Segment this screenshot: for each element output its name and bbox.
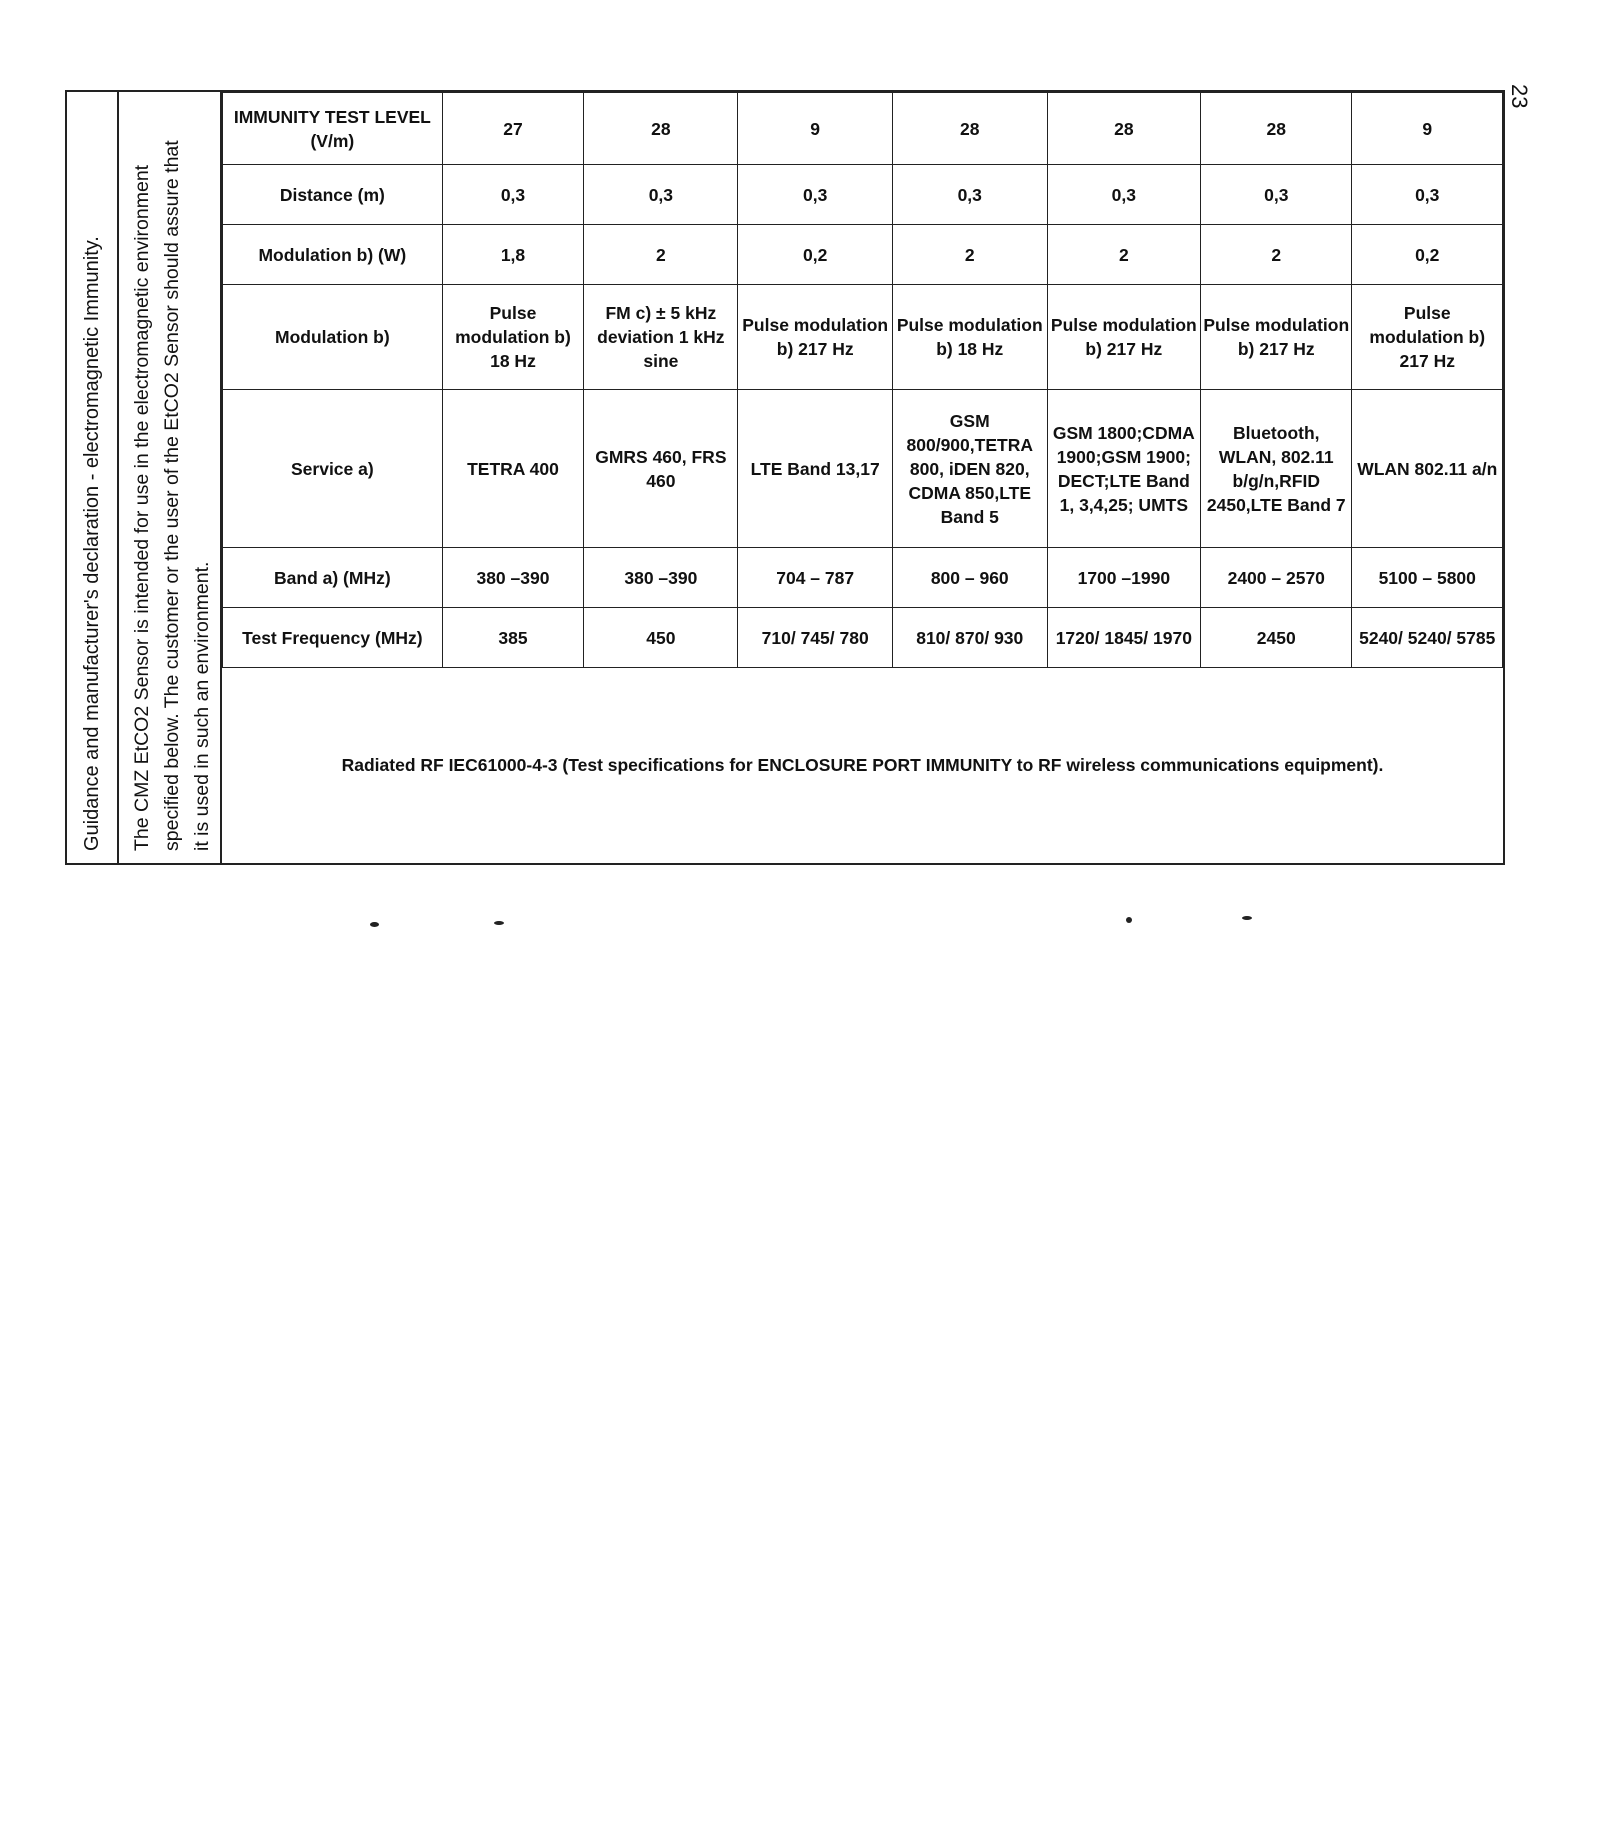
table-cell: Pulse modulation b) 217 Hz — [1047, 285, 1200, 390]
table-row — [223, 93, 1503, 165]
table-cell: 704 – 787 — [738, 548, 892, 608]
table-row — [223, 285, 1503, 390]
table-row — [223, 165, 1503, 225]
table-row — [223, 225, 1503, 285]
immunity-grid — [222, 92, 1503, 668]
scan-speck — [370, 922, 379, 927]
table-cell: 0,3 — [892, 165, 1047, 225]
table-cell: WLAN 802.11 a/n — [1352, 390, 1503, 548]
table-cell: LTE Band 13,17 — [738, 390, 892, 548]
table-cell: Pulse modulation b) 217 Hz — [1201, 285, 1352, 390]
immunity-declaration-table — [65, 90, 1505, 865]
table-cell: 9 — [738, 93, 892, 165]
table-cell: 810/ 870/ 930 — [892, 608, 1047, 668]
table-cell: FM c) ± 5 kHz deviation 1 kHz sine — [584, 285, 738, 390]
table-cell: TETRA 400 — [442, 390, 584, 548]
row-label: Test Frequency (MHz) — [223, 608, 443, 668]
scan-speck — [1126, 917, 1132, 923]
table-cell: 28 — [1047, 93, 1200, 165]
side-title: Guidance and manufacturer's declaration - electromagnetic Immunity. — [81, 236, 103, 851]
table-cell: 450 — [584, 608, 738, 668]
row-label: Service a) — [223, 390, 443, 548]
table-cell: Bluetooth, WLAN, 802.11 b/g/n,RFID 2450,LTE Band 7 — [1201, 390, 1352, 548]
table-cell: GSM 1800;CDMA 1900;GSM 1900; DECT;LTE Band 1, 3,4,25; UMTS — [1047, 390, 1200, 548]
table-cell: 2 — [892, 225, 1047, 285]
table-cell: Pulse modulation b) 217 Hz — [738, 285, 892, 390]
row-label: Band a) (MHz) — [223, 548, 443, 608]
table-cell: 2 — [1047, 225, 1200, 285]
table-cell: Pulse modulation b) 18 Hz — [892, 285, 1047, 390]
table-row — [223, 608, 1503, 668]
table-cell: 2 — [1201, 225, 1352, 285]
table-cell: 1720/ 1845/ 1970 — [1047, 608, 1200, 668]
table-cell: 800 – 960 — [892, 548, 1047, 608]
table-cell: 2400 – 2570 — [1201, 548, 1352, 608]
table-cell: 380 –390 — [584, 548, 738, 608]
side-intro-column — [119, 92, 222, 863]
row-label: Distance (m) — [223, 165, 443, 225]
table-cell: 0,2 — [738, 225, 892, 285]
table-cell: 2 — [584, 225, 738, 285]
table-cell: GMRS 460, FRS 460 — [584, 390, 738, 548]
table-cell: 0,2 — [1352, 225, 1503, 285]
side-title-column — [67, 92, 119, 863]
row-label: Modulation b) (W) — [223, 225, 443, 285]
table-cell: 1,8 — [442, 225, 584, 285]
row-label: IMMUNITY TEST LEVEL (V/m) — [223, 93, 443, 165]
scan-speck — [494, 921, 504, 925]
table-cell: 5240/ 5240/ 5785 — [1352, 608, 1503, 668]
table-cell: 0,3 — [1201, 165, 1352, 225]
scan-speck — [1242, 916, 1252, 920]
table-cell: 1700 –1990 — [1047, 548, 1200, 608]
table-row — [223, 548, 1503, 608]
table-cell: Pulse modulation b) 217 Hz — [1352, 285, 1503, 390]
table-cell: 0,3 — [1047, 165, 1200, 225]
table-cell: 385 — [442, 608, 584, 668]
table-cell: 2450 — [1201, 608, 1352, 668]
page-number: 23 — [1507, 84, 1532, 109]
table-cell: 28 — [892, 93, 1047, 165]
note-area — [222, 667, 1503, 863]
table-cell: 5100 – 5800 — [1352, 548, 1503, 608]
table-cell: 0,3 — [1352, 165, 1503, 225]
table-cell: 380 –390 — [442, 548, 584, 608]
table-cell: 710/ 745/ 780 — [738, 608, 892, 668]
table-cell: 9 — [1352, 93, 1503, 165]
table-cell: 0,3 — [738, 165, 892, 225]
table-cell: Pulse modulation b) 18 Hz — [442, 285, 584, 390]
side-intro: The CMZ EtCO2 Sensor is intended for use in the electromagnetic environment specified below. The customer or the user of the EtCO2 Sensor should assure that it is used in such an environment. — [131, 140, 213, 851]
table-cell: 0,3 — [584, 165, 738, 225]
row-label: Modulation b) — [223, 285, 443, 390]
table-cell: 28 — [1201, 93, 1352, 165]
test-specification-note: Radiated RF IEC61000-4-3 (Test specifications for ENCLOSURE PORT IMMUNITY to RF wireless communications equipment). — [341, 754, 1384, 775]
table-cell: GSM 800/900,TETRA 800, iDEN 820, CDMA 850,LTE Band 5 — [892, 390, 1047, 548]
table-cell: 27 — [442, 93, 584, 165]
table-cell: 28 — [584, 93, 738, 165]
table-row — [223, 390, 1503, 548]
table-cell: 0,3 — [442, 165, 584, 225]
